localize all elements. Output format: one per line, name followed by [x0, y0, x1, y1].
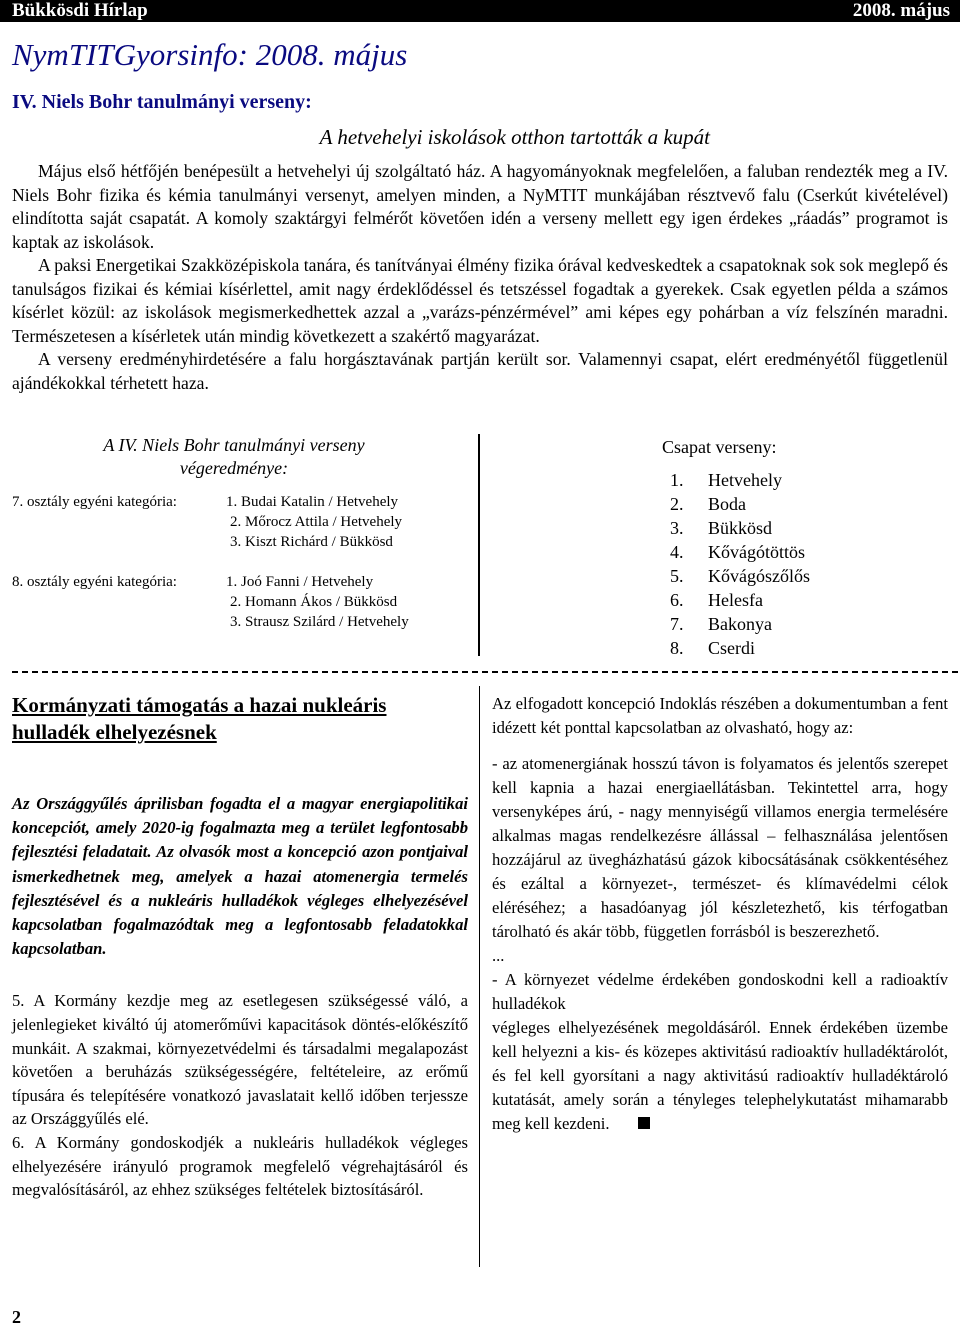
team-name: Kővágószőlős: [708, 566, 810, 586]
rank: 4.: [670, 542, 684, 562]
result-entry: 1. Joó Fanni / Hetvehely: [226, 574, 374, 590]
results-title-line: végeredménye:: [179, 458, 289, 478]
intro-text: [12, 160, 948, 395]
article-paragraph: - A környezet védelme érdekében gondoskodni kell a radioaktív hulladékok: [492, 970, 948, 1013]
list-item: [662, 468, 810, 492]
article-paragraph: 5. A Kormány kezdje meg az esetlegesen szükségessé váló, a jelenlegieket kiváltó új atomerőművi kapacitások döntés-előkészítő munkáit. A szakmai, környezetvédelmi és társadalmi megalapozást követően a beruházás szükségességére, feltételeire, az erőmű típusára és telepítésére vonatkozó javaslatait kellő időben terjessze az Országgyűlés elé.: [12, 991, 468, 1129]
rank: 2.: [670, 494, 684, 514]
intro-paragraph: A paksi Energetikai Szakközépiskola tanára, és tanítványai élmény fizika órával kedveskedtek a csapatoknak sok sok meglepő és tanulságos fizikai és kémiai kísérlettel, amit nagy érdeklődéssel és tetszéssel fogadtak a gyerekek. Csak egyetlen példa a számos kísérlet közül: az iskolások megismerkedhettek azzal a „varázs-pénzérmével” ami képes egy pohárban a víz felszínén maradni. Természetesen a kísérletek után mindig következett a szakértő magyarázat.: [12, 255, 948, 346]
team-name: Cserdi: [708, 638, 755, 658]
issue-date: 2008. május: [852, 0, 950, 21]
list-item: [662, 492, 810, 516]
rank: 5.: [670, 566, 684, 586]
category-label: 7. osztály egyéni kategória:: [12, 494, 177, 510]
intro-paragraph: A verseny eredményhirdetésére a falu horgásztavának partján került sor. Valamennyi csapat, elért eredményétől függetlenül ajándékokkal térhetett haza.: [12, 349, 948, 393]
team-name: Bakonya: [708, 614, 772, 634]
article-paragraph-text: végleges elhelyezésének megoldásáról. Ennek érdekében üzembe kell helyezni a kis- és közepes aktivitású radioaktív hulladéktárolót, és fel kell gyorsítani a nagy aktivitású radioaktív hulladéktároló kutatását, amely során a tényleges telephelykutatást mihamarabb meg kell kezdeni.: [492, 1018, 948, 1133]
team-name: Boda: [708, 494, 746, 514]
result-entry: 3. Strausz Szilárd / Hetvehely: [230, 614, 409, 630]
header-bar: [0, 0, 960, 22]
article-paragraph: Az elfogadott koncepció Indoklás részében a dokumentumban a fent idézett két ponttal kapcsolatban az olvasható, hogy az:: [492, 694, 948, 737]
rank: 3.: [670, 518, 684, 538]
result-entry: 3. Kiszt Richárd / Bükkösd: [230, 534, 393, 550]
list-item: [662, 612, 810, 636]
end-mark-icon: [638, 1117, 650, 1129]
result-entry: 2. Mőrocz Attila / Hetvehely: [230, 514, 403, 530]
results-title-line: A IV. Niels Bohr tanulmányi verseny: [103, 435, 365, 455]
team-name: Kővágótöttös: [708, 542, 805, 562]
team-list: [662, 468, 810, 660]
list-item: [662, 564, 810, 588]
column-divider: [479, 686, 480, 1267]
category-label: 8. osztály egyéni kategória:: [12, 574, 177, 590]
team-results: [662, 434, 810, 660]
page-number: 2: [12, 1307, 21, 1327]
intro-paragraph: Május első hétfőjén benépesült a hetvehelyi új szolgáltató ház. A hagyományoknak megfelelően, a faluban rendezték meg a IV. Niels Bohr fizika és kémia tanulmányi versenyt, amelyen minden, a NyMTIT munkájában résztvevő falu (Cserkút kivételével) elindította saját csapatát. A komoly szaktárgyi felmérőt követően idén a verseny mellett egy igen érdekes „ráadás” programot is kaptak az iskolások.: [12, 161, 948, 252]
section-heading: IV. Niels Bohr tanulmányi verseny:: [12, 91, 312, 113]
article-paragraph: [492, 1016, 948, 1136]
rank: 6.: [670, 590, 684, 610]
rank: 1.: [670, 470, 684, 490]
article-subheading: A hetvehelyi iskolások otthon tartották a kupát: [319, 125, 710, 149]
rank: 7.: [670, 614, 684, 634]
article-body: [12, 989, 468, 1201]
result-entry: 1. Budai Katalin / Hetvehely: [226, 494, 399, 510]
team-name: Hetvehely: [708, 470, 782, 490]
result-entry: 2. Homann Ákos / Bükkösd: [230, 594, 398, 610]
newspaper-name: Bükkösdi Hírlap: [12, 0, 148, 21]
list-item: [662, 516, 810, 540]
results-title: [74, 434, 394, 480]
article-paragraph: - az atomenergiának hosszú távon is folyamatos és jelentős szerepet kell kapnia a hazai energiaellátásban. Tekintettel arra, hogy versenyképes árú, - nagy mennyiségű villamos energia termelésére alkalmas magas rendelkezésre állással – felhasználása jelentősen hozzájárul az üvegházhatású gázok kibocsátásának csökkentéséhez és ezáltal a környezet-, természet- és klímavédelmi célok eléréséhez; a hasadóanyag jól készletezhető, kis térfogatban tárolható és akár több, független forrásból is beszerezhető.: [492, 754, 948, 941]
list-item: [662, 636, 810, 660]
results-divider: [478, 434, 480, 656]
article-paragraph: 6. A Kormány gondoskodjék a nukleáris hulladékok végleges elhelyezésére irányuló programok megfelelő végrehajtásáról és megvalósításáról, az ehhez szükséges feltételek biztosításáról.: [12, 1132, 468, 1200]
page-title: NymTITGyorsinfo: 2008. május: [12, 37, 408, 72]
ellipsis: ...: [492, 946, 505, 965]
article-lead: Az Országgyűlés áprilisban fogadta el a magyar energiapolitikai koncepciót, amely 2020-ig fogalmazta meg a terület legfontosabb fejlesztési feladatait. Az olvasók most a koncepció azon pontjaival ismerkedhetnek meg, amelyek a hazai atomenergia termelés fejlesztésével és a nukleáris hulladékok végleges elhelyezésével kapcsolatban fogalmazódtak meg a legfontosabb feladatokkal kapcsolatban.: [12, 794, 468, 959]
list-item: [662, 588, 810, 612]
list-item: [662, 540, 810, 564]
article-right-column: [492, 692, 948, 1136]
team-name: Bükkösd: [708, 518, 773, 538]
article-left-column: [12, 692, 468, 1202]
dashed-separator: [12, 671, 958, 673]
team-name: Helesfa: [708, 590, 763, 610]
rank: 8.: [670, 638, 684, 658]
article-heading: Kormányzati támogatás a hazai nukleáris hulladék elhelyezésnek: [12, 693, 387, 744]
team-results-title: Csapat verseny:: [662, 437, 777, 457]
